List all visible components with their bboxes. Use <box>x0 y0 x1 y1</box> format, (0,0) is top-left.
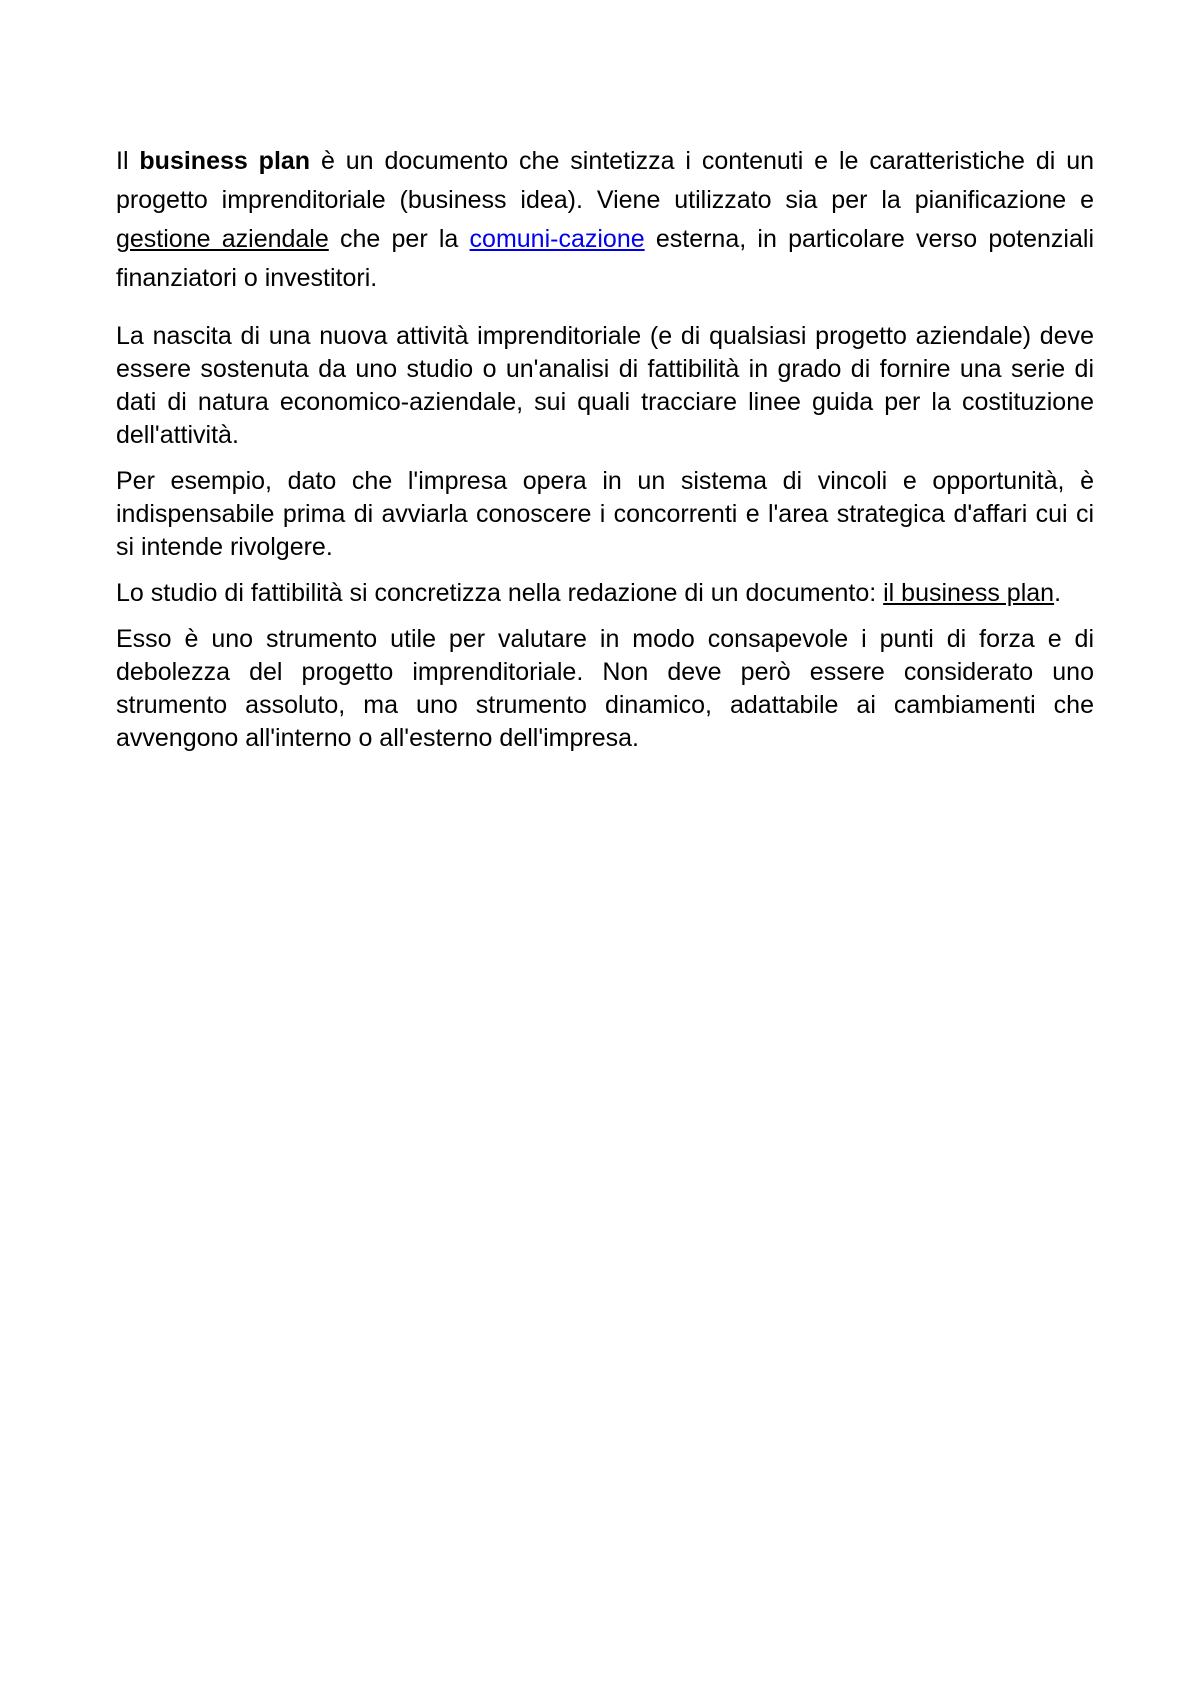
paragraph-intro <box>116 142 1094 298</box>
gestione-aziendale-link[interactable]: gestione aziendale <box>116 225 329 253</box>
document-body <box>116 142 1094 768</box>
intro-text-connector: che per la <box>328 225 470 253</box>
paragraph-strumento: Esso è uno strumento utile per valutare in modo consapevole i punti di forza e di debolezza del progetto imprenditoriale. Non deve però essere considerato uno strumento assoluto, ma uno strumento dinamico, adattabile ai cambiamenti che avvengono all'interno o all'esterno dell'impresa. <box>116 625 1094 752</box>
intro-text-middle: è un documento che sintetizza i contenuti e le caratteristiche di un progetto imprenditoriale (business idea). Viene utilizzato sia per la pianificazione e <box>116 147 1094 214</box>
paragraph-nascita: La nascita di una nuova attività imprenditoriale (e di qualsiasi progetto aziendale) deve essere sostenuta da uno studio o un'analisi di fattibilità in grado di fornire una serie di dati di natura economico-aziendale, sui quali tracciare linee guida per la costituzione dell'attività. <box>116 322 1094 449</box>
comunicazione-link[interactable]: comuni-cazione <box>469 225 645 253</box>
studio-text-end: . <box>1054 579 1062 607</box>
studio-text: Lo studio di fattibilità si concretizza nella redazione di un documento: <box>116 579 884 607</box>
il-business-plan-link[interactable]: il business plan <box>883 579 1055 607</box>
intro-text-end: esterna, in particolare verso potenziali finanziatori o investitori. <box>116 225 1094 292</box>
intro-text-start: Il <box>116 147 140 175</box>
paragraph-esempio: Per esempio, dato che l'impresa opera in un sistema di vincoli e opportunità, è indispensabile prima di avviarla conoscere i concorrenti e l'area strategica d'affari cui ci si intende rivolgere. <box>116 467 1094 561</box>
paragraph-studio <box>116 577 1094 610</box>
business-plan-term: business plan <box>139 147 311 175</box>
